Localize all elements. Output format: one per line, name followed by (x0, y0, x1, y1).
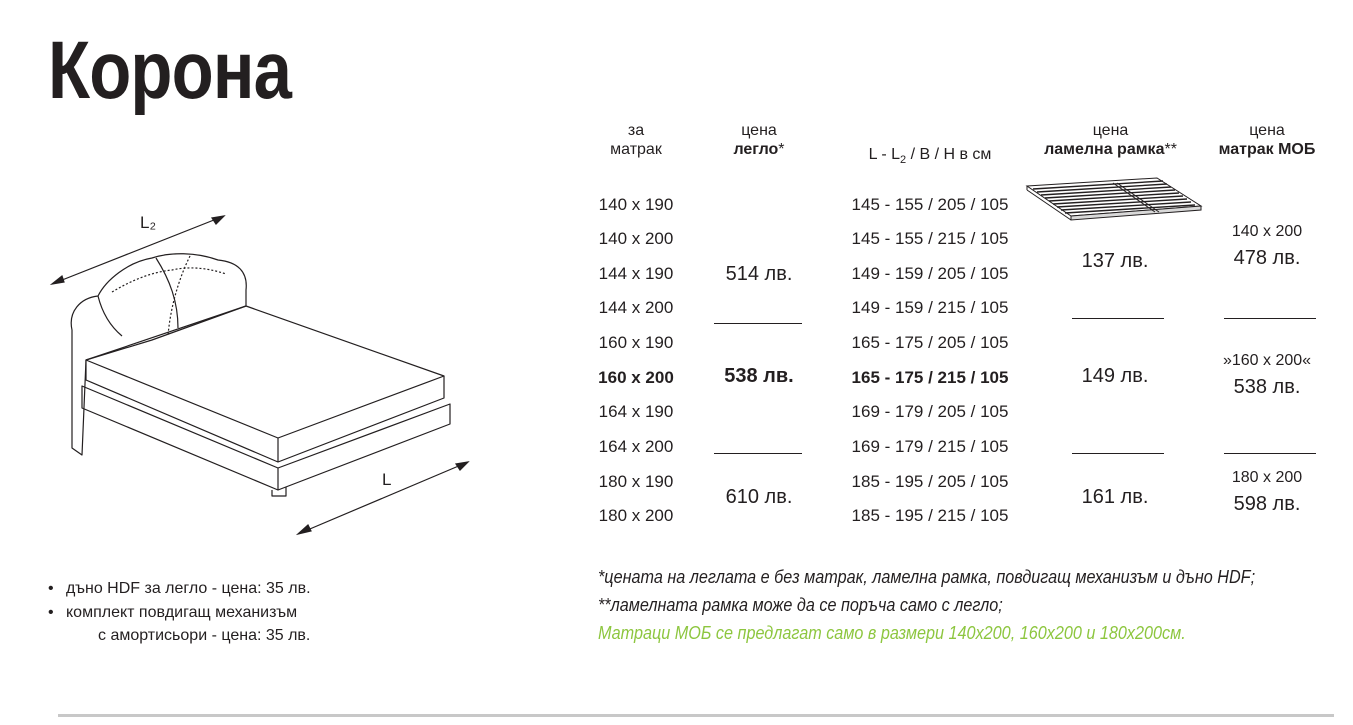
slat-price: 149 лв. (1081, 365, 1149, 387)
group-divider (1224, 453, 1316, 454)
mob-price: 538 лв. (1233, 376, 1301, 398)
bed-dimensions: 169 - 179 / 215 / 105 (851, 437, 1009, 456)
header-bed-price (706, 121, 812, 159)
list-item (48, 577, 311, 601)
group-divider (714, 323, 802, 324)
bed-dimensions: 165 - 175 / 205 / 105 (851, 333, 1009, 352)
extras-hdf: дъно HDF за легло - цена: 35 лв. (66, 580, 311, 597)
header-mattress-line2: матрак (610, 141, 662, 159)
slatted-frame-icon (1025, 176, 1203, 238)
header-bed-mark: * (778, 141, 785, 159)
bed-price-highlight: 538 лв. (724, 365, 794, 387)
bed-price: 514 лв. (725, 263, 793, 285)
group-divider (1072, 453, 1164, 454)
header-dimensions (835, 145, 1025, 167)
extras-lift-mechanism: комплект повдигащ механизъм (66, 603, 298, 621)
bullet-marker: • (48, 580, 54, 597)
mattress-size: 140 x 200 (598, 229, 674, 248)
footer-divider (58, 714, 1334, 717)
header-mob-price (1205, 121, 1329, 159)
slat-price: 161 лв. (1081, 486, 1149, 508)
group-divider (714, 453, 802, 454)
list-item-continued: с амортисьори - цена: 35 лв. (98, 627, 311, 644)
mattress-size-highlight: 160 x 200 (598, 368, 674, 387)
header-slat-price (1028, 121, 1193, 159)
mattress-size: 144 x 200 (598, 298, 674, 317)
mattress-size: 180 x 200 (598, 506, 674, 525)
mattress-size: 144 x 190 (598, 264, 674, 283)
header-dims-b: / B / H в см (906, 146, 992, 163)
bed-dimensions: 149 - 159 / 215 / 105 (851, 298, 1009, 317)
mob-size: 140 x 200 (1231, 223, 1303, 240)
group-divider (1224, 318, 1316, 319)
mob-price: 478 лв. (1233, 247, 1301, 269)
footnote-mob-sizes: Матраци МОБ се предлагат само в размери 140x200, 160x200 и 180x200см. (598, 623, 1186, 643)
header-bed-line1: цена (741, 122, 777, 139)
mattress-size: 164 x 200 (598, 437, 674, 456)
header-slat-mark: ** (1164, 141, 1177, 159)
mattress-size: 180 x 190 (598, 472, 674, 491)
header-mob-line1: цена (1249, 122, 1285, 139)
bed-dimensions: 169 - 179 / 205 / 105 (851, 402, 1009, 421)
diagram-label-l2: L₂ (140, 213, 157, 232)
page-title: Корона (48, 25, 292, 116)
mob-price: 598 лв. (1233, 493, 1301, 515)
bed-dimensions: 185 - 195 / 205 / 105 (851, 472, 1009, 491)
bed-price: 610 лв. (725, 486, 793, 508)
list-item (48, 601, 311, 625)
header-mattress-line1: за (627, 122, 645, 139)
extras-list (48, 577, 311, 648)
mattress-size: 160 x 190 (598, 333, 674, 352)
header-mob-line2: матрак МОБ (1218, 141, 1316, 159)
header-slat-line1: цена (1092, 122, 1129, 139)
bed-dimensions: 149 - 159 / 205 / 105 (851, 264, 1009, 283)
header-bed-line2: легло (733, 141, 779, 159)
bed-dimensions: 185 - 195 / 215 / 105 (851, 506, 1009, 525)
footnote-slat-frame: **ламелната рамка може да се поръча само с легло; (598, 595, 1003, 615)
group-divider (1072, 318, 1164, 319)
bullet-marker: • (48, 603, 54, 621)
header-dims-sub: 2 (900, 154, 907, 167)
mattress-size: 140 x 190 (598, 195, 674, 214)
header-dims-a: L - L (868, 146, 900, 163)
mob-size: »160 x 200« (1222, 352, 1312, 369)
header-mattress (580, 121, 692, 159)
mob-size: 180 x 200 (1231, 469, 1303, 486)
bed-dimensions: 145 - 155 / 215 / 105 (851, 229, 1009, 248)
mattress-size: 164 x 190 (598, 402, 674, 421)
slat-price: 137 лв. (1081, 250, 1149, 272)
diagram-label-l: L (382, 470, 392, 489)
bed-dimensions-highlight: 165 - 175 / 215 / 105 (851, 368, 1009, 387)
bed-dimensions: 145 - 155 / 205 / 105 (851, 195, 1009, 214)
bed-diagram (40, 200, 480, 545)
footnote-bed-price: *цената на леглата е без матрак, ламелна рамка, повдигащ механизъм и дъно HDF; (598, 567, 1256, 587)
header-slat-line2: ламелна рамка (1044, 141, 1165, 159)
